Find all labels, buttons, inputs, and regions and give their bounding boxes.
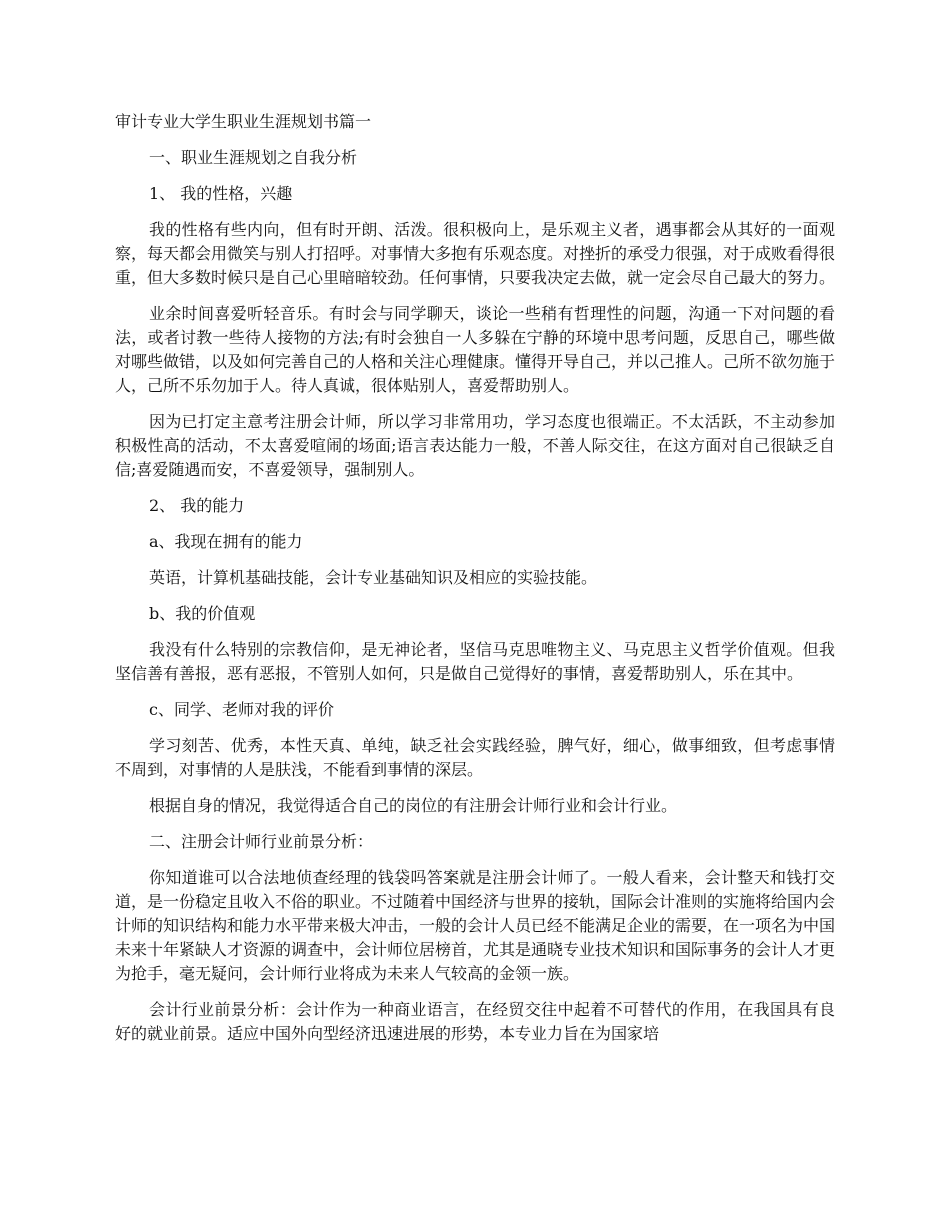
paragraph-evaluation: 学习刻苦、优秀，本性天真、单纯，缺乏社会实践经验，脾气好，细心，做事细致，但考虑事情不周到，对事情的人是肤浅，不能看到事情的深层。 — [115, 736, 835, 779]
paragraph-suitable-positions: 根据自身的情况，我觉得适合自己的岗位的有注册会计师行业和会计行业。 — [149, 796, 678, 815]
paragraph-accounting-outlook: 会计行业前景分析：会计作为一种商业语言，在经贸交往中起着不可替代的作用，在我国具有良好的就业前景。适应中国外向型经济迅速进展的形势，本专业力旨在为国家培 — [115, 1000, 835, 1043]
paragraph-current-abilities: 英语，计算机基础技能，会计专业基础知识及相应的实验技能。 — [149, 568, 598, 587]
subheading-evaluation: c、同学、老师对我的评价 — [149, 700, 334, 719]
subheading-values: b、我的价值观 — [149, 604, 256, 623]
paragraph-cpa-outlook: 你知道谁可以合法地侦查经理的钱袋吗答案就是注册会计师了。一般人看来，会计整天和钱打交道，是一份稳定且收入不俗的职业。不过随着中国经济与世界的接轨，国际会计准则的实施将给国内会计师的知识结构和能力水平带来极大冲击，一般的会计人员已经不能满足企业的需要，在一项名为中国未来十年紧缺人才资源的调查中，会计师位居榜首，尤其是通晓专业技术知识和国际事务的会计人才更为抢手，毫无疑问，会计师行业将成为未来人气较高的金领一族。 — [115, 868, 836, 983]
document-title: 审计专业大学生职业生涯规划书篇一 — [115, 112, 372, 131]
paragraph-personality: 我的性格有些内向，但有时开朗、活泼。很积极向上，是乐观主义者，遇事都会从其好的一面观察，每天都会用微笑与别人打招呼。对事情大多抱有乐观态度。对挫折的承受力很强，对于成败看得很重，但大多数时候只是自己心里暗暗较劲。任何事情，只要我决定去做，就一定会尽自己最大的努力。 — [115, 220, 836, 287]
section-heading-industry-outlook: 二、注册会计师行业前景分析： — [149, 832, 374, 851]
paragraph-study-attitude: 因为已打定主意考注册会计师，所以学习非常用功，学习态度也很端正。不太活跃，不主动参加积极性高的活动，不太喜爱喧闹的场面;语言表达能力一般，不善人际交往，在这方面对自己很缺乏自信;喜爱随遇而安，不喜爱领导，强制别人。 — [115, 412, 835, 479]
subheading-current-abilities: a、我现在拥有的能力 — [149, 532, 303, 551]
document-page — [115, 110, 835, 1058]
paragraph-hobbies: 业余时间喜爱听轻音乐。有时会与同学聊天，谈论一些稍有哲理性的问题，沟通一下对问题的看法，或者讨教一些待人接物的方法;有时会独自一人多躲在宁静的环境中思考问题，反思自己，哪些做对哪些做错，以及如何完善自己的人格和关注心理健康。懂得开导自己，并以己推人。己所不欲勿施于人，己所不乐勿加于人。待人真诚，很体贴别人，喜爱帮助别人。 — [115, 304, 836, 395]
paragraph-values: 我没有什么特别的宗教信仰，是无神论者，坚信马克思唯物主义、马克思主义哲学价值观。但我坚信善有善报，恶有恶报，不管别人如何，只是做自己觉得好的事情，喜爱帮助别人，乐在其中。 — [115, 640, 835, 683]
section-heading-self-analysis: 一、职业生涯规划之自我分析 — [149, 148, 358, 167]
subheading-ability: 2、 我的能力 — [149, 496, 245, 515]
subheading-personality: 1、 我的性格，兴趣 — [149, 184, 293, 203]
